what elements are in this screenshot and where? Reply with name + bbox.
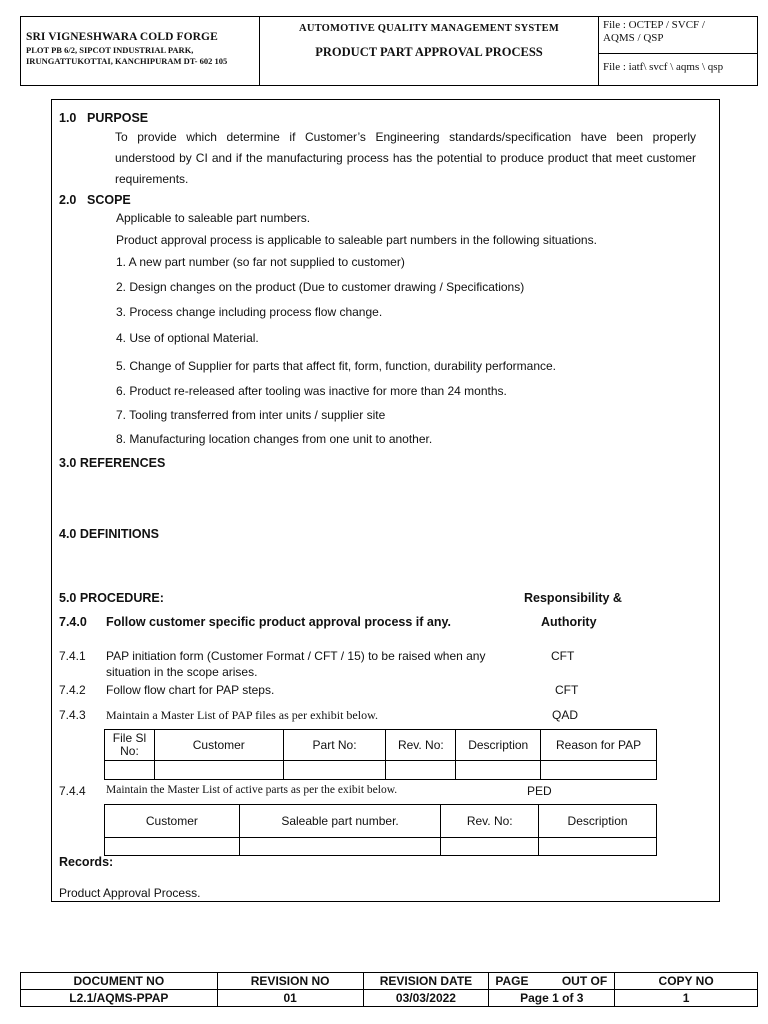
file-reference [599, 17, 757, 54]
file-path: File : iatf\ svcf \ aqms \ qsp [603, 61, 724, 73]
document-footer [20, 972, 758, 1007]
table-header-row [105, 805, 657, 838]
scope-number: 2.0 [59, 193, 77, 207]
table-header-row [105, 730, 657, 761]
scope-item: 2. Design changes on the product (Due to customer drawing / Specifications) [116, 280, 525, 294]
page-count: Page 1 of 3 [489, 990, 615, 1007]
definitions-heading: 4.0 DEFINITIONS [59, 527, 160, 541]
document-title: PRODUCT PART APPROVAL PROCESS [315, 45, 543, 59]
scope-item: 1. A new part number (so far not supplied to customer) [116, 255, 405, 269]
table-header-cell: File Sl No: [105, 730, 155, 761]
company-address-line1: PLOT PB 6/2, SIPCOT INDUSTRIAL PARK, [26, 45, 194, 55]
table-header-cell: Saleable part number. [239, 805, 441, 838]
footer-header-cell: COPY NO [615, 973, 758, 990]
step-text: Follow customer specific product approval process if any. [106, 615, 451, 629]
footer-header-cell: REVISION DATE [363, 973, 489, 990]
table-cell [105, 838, 240, 856]
scope-line2: Product approval process is applicable to saleable part numbers in the following situations. [116, 233, 597, 247]
scope-item: 7. Tooling transferred from inter units / supplier site [116, 408, 386, 422]
responsibility-heading: Responsibility & [524, 591, 622, 605]
table-cell [541, 761, 657, 780]
table-cell [441, 838, 539, 856]
footer-header-cell: DOCUMENT NO [21, 973, 218, 990]
page-label: PAGE [495, 974, 529, 988]
document-number: L2.1/AQMS-PPAP [21, 990, 218, 1007]
scope-item: 8. Manufacturing location changes from one unit to another. [116, 432, 433, 446]
table-header-cell: Description [539, 805, 657, 838]
table-header-cell: Rev. No: [441, 805, 539, 838]
step-text: Follow flow chart for PAP steps. [106, 683, 275, 697]
table-header-cell: Description [456, 730, 541, 761]
table-cell [456, 761, 541, 780]
table-row [105, 838, 657, 856]
table-cell [105, 761, 155, 780]
step-text: Maintain the Master List of active parts as per the exibit below. [106, 784, 398, 796]
procedure-heading: 5.0 PROCEDURE: [59, 591, 164, 605]
step-number: 7.4.3 [59, 708, 86, 722]
revision-date: 03/03/2022 [363, 990, 489, 1007]
table-cell [539, 838, 657, 856]
table-cell [239, 838, 441, 856]
company-address-line2: IRUNGATTUKOTTAI, KANCHIPURAM DT- 602 105 [26, 56, 228, 66]
document-header [20, 16, 758, 86]
file-ref-line2: AQMS / QSP [603, 32, 664, 44]
step-text: Maintain a Master List of PAP files as per exhibit below. [106, 708, 378, 722]
footer-value-row [21, 990, 758, 1007]
purpose-heading: PURPOSE [87, 111, 149, 125]
step-number: 7.4.1 [59, 649, 86, 663]
copy-number: 1 [615, 990, 758, 1007]
step-text: PAP initiation form (Customer Format / CFT / 15) to be raised when any [106, 649, 486, 663]
table-header-cell: Customer [105, 805, 240, 838]
revision-number: 01 [217, 990, 363, 1007]
table-cell [154, 761, 283, 780]
out-of-label: OUT OF [561, 974, 608, 988]
step-number: 7.4.4 [59, 784, 86, 798]
company-name: SRI VIGNESHWARA COLD FORGE [26, 31, 218, 43]
references-heading: 3.0 REFERENCES [59, 456, 166, 470]
table-cell [386, 761, 456, 780]
footer-header-cell [489, 973, 615, 990]
company-block [21, 17, 260, 85]
step-number: 7.4.0 [59, 615, 87, 629]
step-responsibility: CFT [551, 649, 575, 663]
scope-item: 6. Product re-released after tooling was inactive for more than 24 months. [116, 384, 507, 398]
step-text-continued: situation in the scope arises. [106, 665, 258, 679]
table-row [105, 761, 657, 780]
step-responsibility: QAD [552, 708, 579, 722]
step-responsibility: CFT [555, 683, 579, 697]
records-text: Product Approval Process. [59, 886, 201, 900]
table-header-cell: Reason for PAP [541, 730, 657, 761]
purpose-number: 1.0 [59, 111, 77, 125]
system-title: AUTOMOTIVE QUALITY MANAGEMENT SYSTEM [299, 23, 559, 34]
scope-item: 5. Change of Supplier for parts that affect fit, form, function, durability performance. [116, 359, 557, 373]
footer-header-row [21, 973, 758, 990]
file-ref-line1: File : OCTEP / SVCF / [603, 19, 705, 31]
title-block [260, 17, 599, 85]
table-header-cell: Rev. No: [386, 730, 456, 761]
table-header-cell: Customer [154, 730, 283, 761]
pap-master-list-table [104, 729, 657, 780]
scope-item: 3. Process change including process flow change. [116, 305, 383, 319]
step-number: 7.4.2 [59, 683, 86, 697]
scope-heading: SCOPE [87, 193, 131, 207]
step-responsibility: PED [527, 784, 552, 798]
scope-item: 4. Use of optional Material. [116, 331, 259, 345]
table-cell [283, 761, 386, 780]
active-parts-table [104, 804, 657, 856]
footer-header-cell: REVISION NO [217, 973, 363, 990]
table-header-cell: Part No: [283, 730, 386, 761]
records-heading: Records: [59, 855, 114, 869]
file-ref-block [599, 17, 757, 85]
purpose-text: To provide which determine if Customer’s Engineering standards/specification have been properly understood by CI and if the manufacturing process has the potential to produce product that meet customer requirements. [115, 130, 696, 186]
scope-line1: Applicable to saleable part numbers. [116, 211, 311, 225]
authority-heading: Authority [541, 615, 597, 629]
